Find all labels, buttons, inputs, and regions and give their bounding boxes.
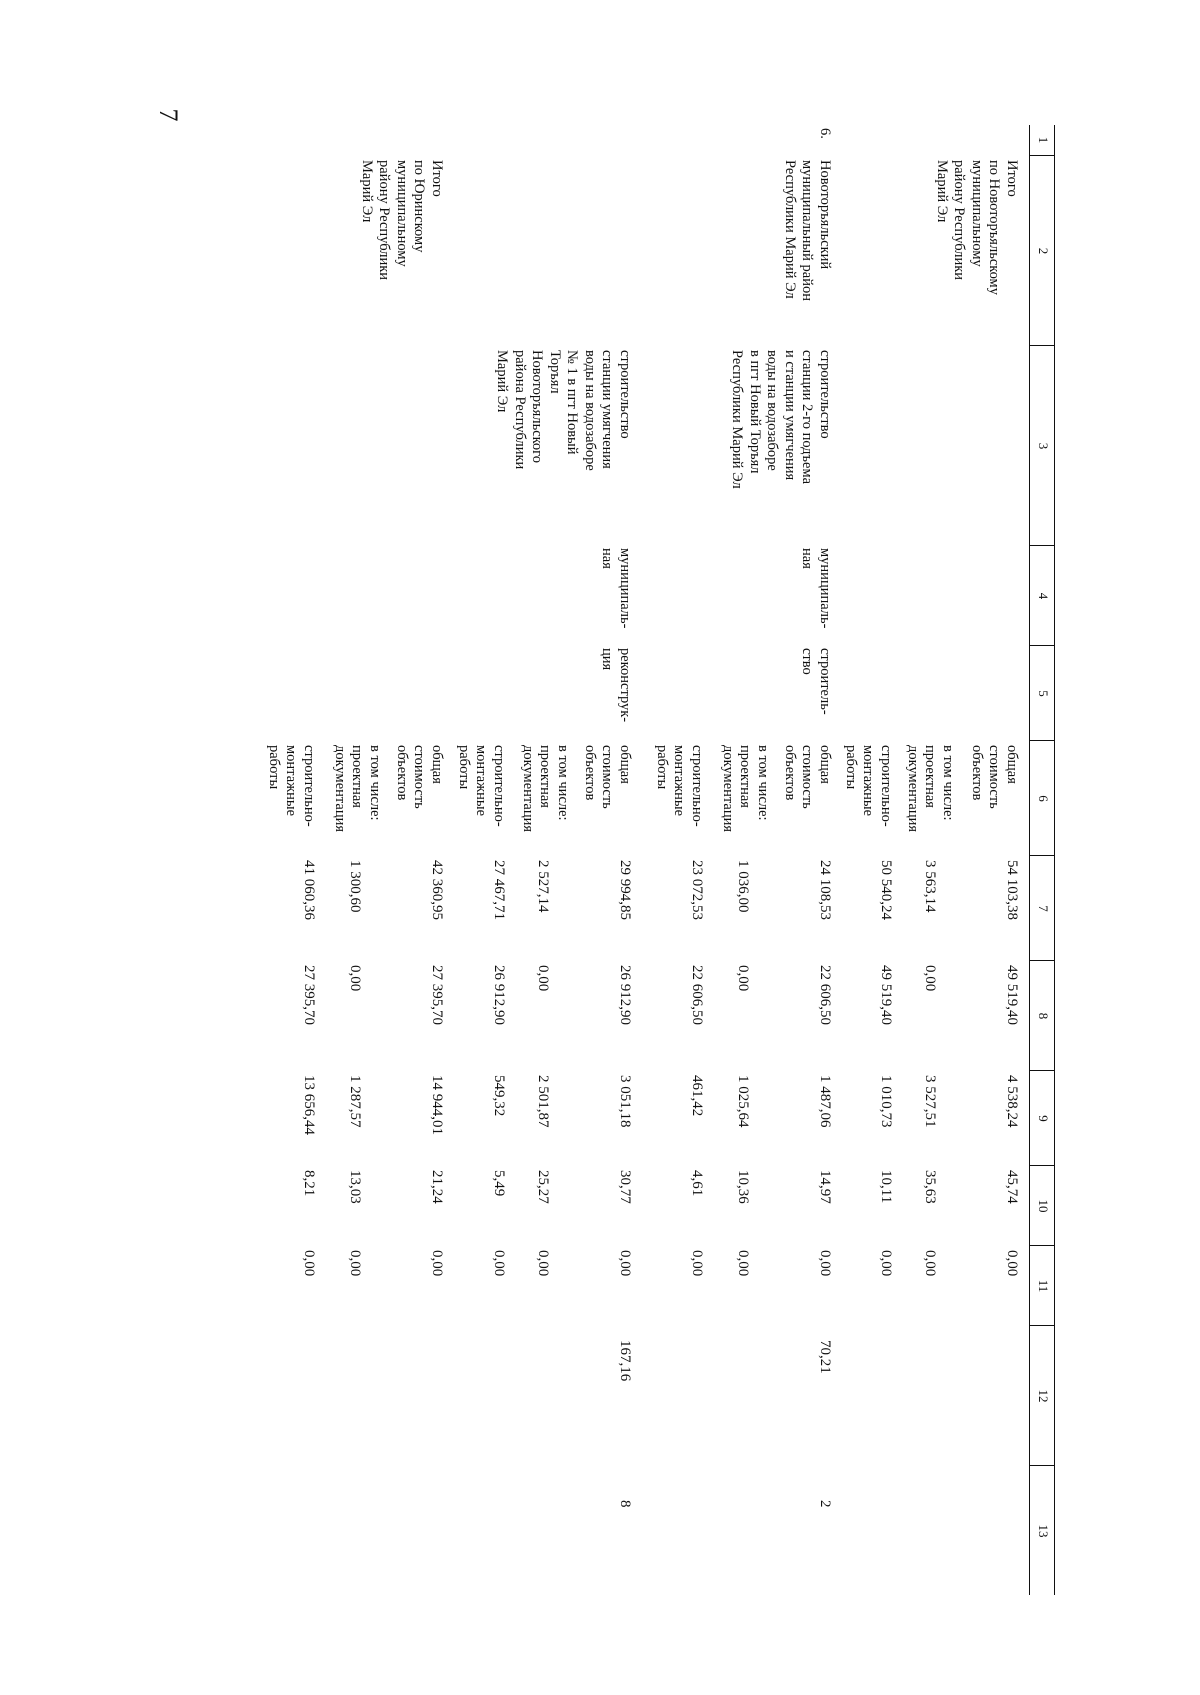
total-cost: 23 072,53 [689, 860, 705, 920]
federal-funds: 27 395,70 [301, 965, 317, 1025]
regional-funds: 14 944,01 [429, 1075, 445, 1135]
regional-funds: 549,32 [491, 1075, 507, 1117]
year-value: 8 [617, 1500, 633, 1508]
header-col-8: 8 [1030, 960, 1054, 1071]
header-col-11: 11 [1030, 1245, 1054, 1326]
group-number: 6. [817, 128, 833, 139]
header-col-12: 12 [1030, 1325, 1054, 1466]
header-col-13: 13 [1030, 1465, 1054, 1596]
regional-funds: 1 010,73 [878, 1075, 894, 1128]
cost-label: общая стоимость объектов [582, 745, 633, 809]
federal-funds: 49 519,40 [1004, 965, 1020, 1025]
total-cost: 50 540,24 [878, 860, 894, 920]
object-name: строительство станции 2-го подъема и станции умягчения воды на водозаборе в пгт Новый Торъял Республики Марий Эл [729, 350, 833, 489]
total-cost: 3 563,14 [922, 860, 938, 913]
capacity-value: 70,21 [817, 1340, 833, 1374]
total-cost: 1 300,60 [347, 860, 363, 913]
cost-label: в том числе: проектная документация [520, 745, 571, 833]
header-col-9: 9 [1030, 1070, 1054, 1166]
other-funds: 0,00 [922, 1250, 938, 1277]
total-cost: 24 108,53 [817, 860, 833, 920]
ownership: муниципаль- ная [799, 548, 833, 629]
cost-label: строительно- монтажные работы [266, 745, 317, 827]
header-col-6: 6 [1030, 740, 1054, 856]
header-col-5: 5 [1030, 645, 1054, 741]
cost-label: строительно- монтажные работы [654, 745, 705, 827]
municipality-cell: Новоторъяльский муниципальный район Республики Марий Эл [782, 160, 833, 301]
cost-label: в том числе: проектная документация [332, 745, 383, 833]
local-funds: 14,97 [817, 1170, 833, 1204]
other-funds: 0,00 [689, 1250, 705, 1277]
cost-label: в том числе: проектная документация [720, 745, 771, 833]
federal-funds: 26 912,90 [617, 965, 633, 1025]
total-cost: 27 467,71 [491, 860, 507, 920]
other-funds: 0,00 [491, 1250, 507, 1277]
total-cost: 42 360,95 [429, 860, 445, 920]
other-funds: 0,00 [301, 1250, 317, 1277]
header-col-1: 1 [1036, 136, 1051, 144]
total-cost: 1 036,00 [735, 860, 751, 913]
local-funds: 5,49 [491, 1170, 507, 1197]
local-funds: 35,63 [922, 1170, 938, 1204]
federal-funds: 49 519,40 [878, 965, 894, 1025]
year-value: 2 [817, 1500, 833, 1508]
regional-funds: 3 051,18 [617, 1075, 633, 1128]
header-col-3: 3 [1030, 345, 1054, 546]
other-funds: 0,00 [347, 1250, 363, 1277]
other-funds: 0,00 [1004, 1250, 1020, 1277]
federal-funds: 27 395,70 [429, 965, 445, 1025]
regional-funds: 461,42 [689, 1075, 705, 1117]
page-number: 7 [154, 108, 183, 122]
local-funds: 21,24 [429, 1170, 445, 1204]
federal-funds: 0,00 [347, 965, 363, 992]
local-funds: 13,03 [347, 1170, 363, 1204]
cost-label: общая стоимость объектов [394, 745, 445, 809]
cost-label: в том числе: проектная документация [905, 745, 956, 833]
other-funds: 0,00 [817, 1250, 833, 1277]
local-funds: 8,21 [301, 1170, 317, 1197]
total-cost: 29 994,85 [617, 860, 633, 920]
other-funds: 0,00 [735, 1250, 751, 1277]
work-type: реконструк- ция [599, 648, 633, 723]
total-cost: 54 103,38 [1004, 860, 1020, 920]
cost-label: строительно- монтажные работы [456, 745, 507, 827]
federal-funds: 0,00 [535, 965, 551, 992]
table-header-row [1029, 125, 1055, 1595]
municipality-cell: Итого по Юринскому муниципальному району Республики Марий Эл [359, 160, 445, 281]
local-funds: 10,36 [735, 1170, 751, 1204]
other-funds: 0,00 [535, 1250, 551, 1277]
header-col-10: 10 [1030, 1165, 1054, 1246]
local-funds: 30,77 [617, 1170, 633, 1204]
other-funds: 0,00 [429, 1250, 445, 1277]
total-cost: 2 527,14 [535, 860, 551, 913]
local-funds: 10,11 [878, 1170, 894, 1204]
regional-funds: 13 656,44 [301, 1075, 317, 1135]
total-cost: 41 060,36 [301, 860, 317, 920]
regional-funds: 1 025,64 [735, 1075, 751, 1128]
cost-label: общая стоимость объектов [782, 745, 833, 809]
other-funds: 0,00 [617, 1250, 633, 1277]
local-funds: 25,27 [535, 1170, 551, 1204]
regional-funds: 1 287,57 [347, 1075, 363, 1128]
regional-funds: 1 487,06 [817, 1075, 833, 1128]
rotated-table [155, 125, 1055, 1595]
regional-funds: 4 538,24 [1004, 1075, 1020, 1128]
municipality-cell: Итого по Новоторъяльскому муниципальному району Республики Марий Эл [934, 160, 1020, 295]
work-type: строитель- ство [799, 648, 833, 715]
other-funds: 0,00 [878, 1250, 894, 1277]
local-funds: 45,74 [1004, 1170, 1020, 1204]
federal-funds: 0,00 [922, 965, 938, 992]
object-name: строительство станции умягчения воды на водозаборе № 1 в пгт Новый Торъял Новоторъяльского района Республики Марий Эл [494, 350, 633, 471]
federal-funds: 22 606,50 [689, 965, 705, 1025]
regional-funds: 2 501,87 [535, 1075, 551, 1128]
federal-funds: 26 912,90 [491, 965, 507, 1025]
local-funds: 4,61 [689, 1170, 705, 1197]
ownership: муниципаль- ная [599, 548, 633, 629]
cost-label: общая стоимость объектов [969, 745, 1020, 809]
federal-funds: 22 606,50 [817, 965, 833, 1025]
capacity-value: 167,16 [617, 1340, 633, 1382]
regional-funds: 3 527,51 [922, 1075, 938, 1128]
federal-funds: 0,00 [735, 965, 751, 992]
header-col-7: 7 [1030, 855, 1054, 961]
cost-label: строительно- монтажные работы [843, 745, 894, 827]
header-col-2: 2 [1030, 155, 1054, 346]
header-col-4: 4 [1030, 545, 1054, 646]
